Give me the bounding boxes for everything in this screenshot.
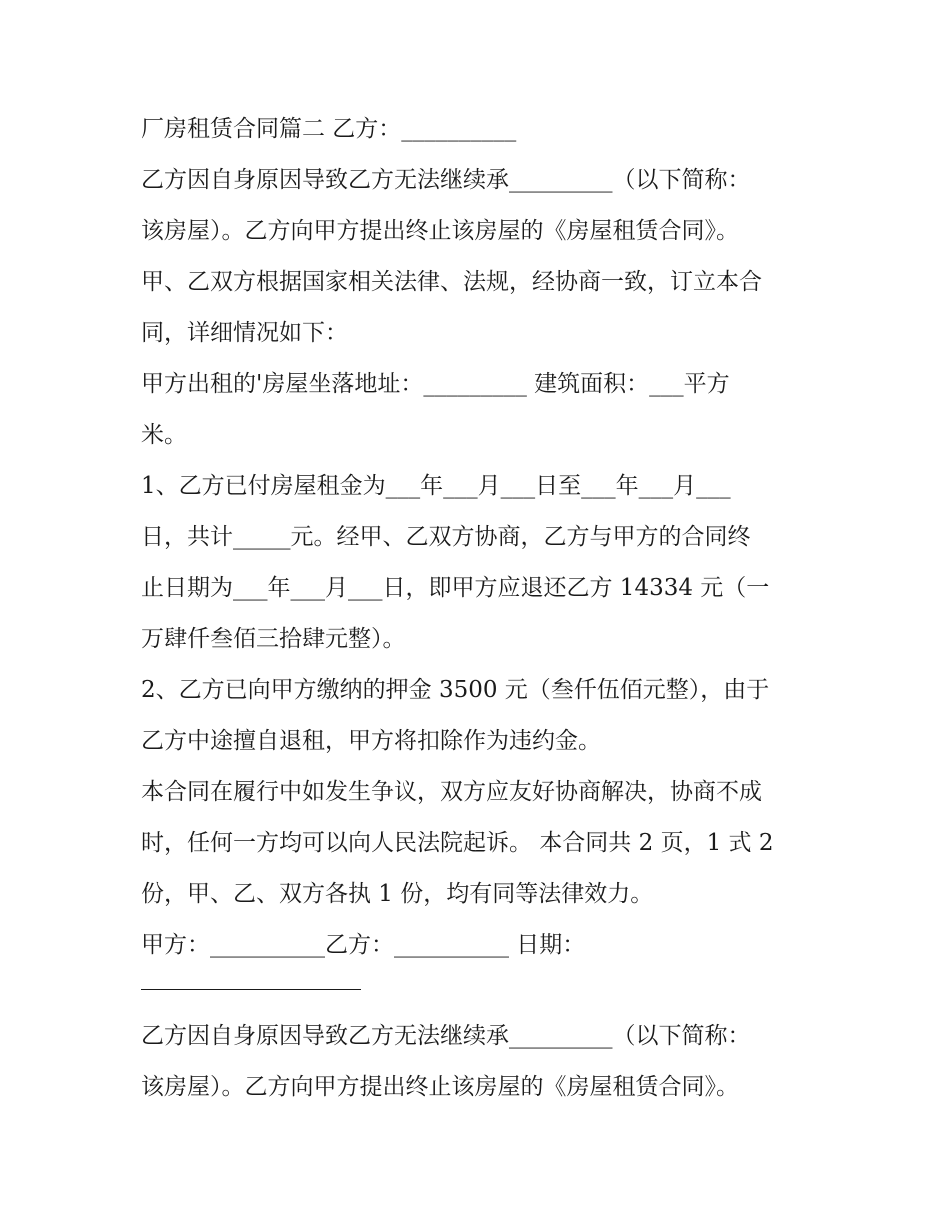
text-line: 时，任何一方均可以向人民法院起诉。 本合同共 2 页，1 式 2 <box>141 830 774 856</box>
text-line-repeat: 乙方因自身原因导致乙方无法继续承_________（以下简称： <box>141 1023 751 1049</box>
text-line: 该房屋）。乙方向甲方提出终止该房屋的《房屋租赁合同》。 <box>141 218 739 244</box>
date-underline <box>141 989 361 990</box>
text-line: 同，详细情况如下： <box>141 320 348 346</box>
text-line: 甲、乙双方根据国家相关法律、法规，经协商一致，订立本合 <box>141 269 762 295</box>
signature-line: 甲方：__________乙方：__________ 日期： <box>141 932 586 958</box>
text-line: 份，甲、乙、双方各执 1 份，均有同等法律效力。 <box>141 881 654 907</box>
text-line: 日，共计_____元。经甲、乙双方协商，乙方与甲方的合同终 <box>141 524 751 550</box>
text-line-title: 厂房租赁合同篇二 乙方：__________ <box>141 116 517 142</box>
text-line: 1、乙方已付房屋租金为___年___月___日至___年___月___ <box>141 473 731 499</box>
text-line: 止日期为___年___月___日，即甲方应退还乙方 14334 元（一 <box>141 575 770 601</box>
text-line: 米。 <box>141 422 187 448</box>
text-line: 甲方出租的'房屋坐落地址：_________ 建筑面积：___平方 <box>141 371 730 397</box>
text-line-repeat: 该房屋）。乙方向甲方提出终止该房屋的《房屋租赁合同》。 <box>141 1074 739 1100</box>
text-line: 万肆仟叁佰三拾肆元整）。 <box>141 626 406 652</box>
text-line: 本合同在履行中如发生争议，双方应友好协商解决，协商不成 <box>141 779 762 805</box>
text-line: 乙方中途擅自退租，甲方将扣除作为违约金。 <box>141 728 601 754</box>
text-line: 2、乙方已向甲方缴纳的押金 3500 元（叁仟伍佰元整），由于 <box>141 677 770 703</box>
document-body <box>141 104 821 1113</box>
text-line: 乙方因自身原因导致乙方无法继续承_________（以下简称： <box>141 167 751 193</box>
date-blank-line <box>141 971 821 1011</box>
